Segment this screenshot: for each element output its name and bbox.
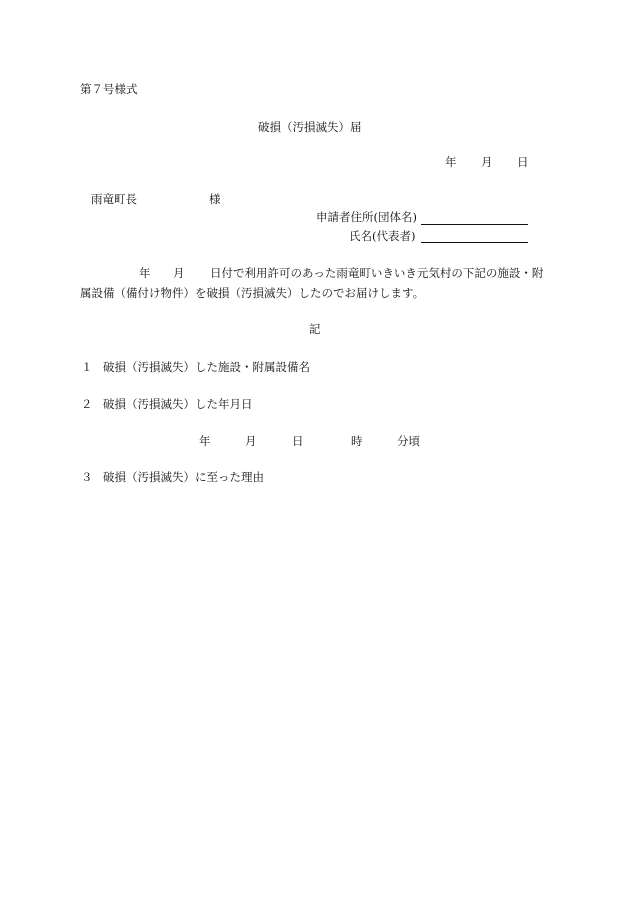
document-title: 破損（汚損滅失）届 — [258, 120, 362, 134]
body-month: 月 — [173, 266, 185, 280]
date-day: 日 — [517, 155, 529, 169]
datetime-month: 月 — [245, 434, 257, 448]
datetime-hour: 時 — [351, 434, 363, 448]
datetime-day: 日 — [292, 434, 304, 448]
item-1-text: 破損（汚損滅失）した施設・附属設備名 — [103, 360, 310, 374]
body-year: 年 — [139, 266, 151, 280]
body-line-1: 日付で利用許可のあった雨竜町いきいき元気村の下記の施設・附 — [210, 266, 544, 280]
item-3-number: ３ — [81, 470, 93, 484]
applicant-address-label: 申請者住所(団体名) — [316, 210, 417, 224]
addressee-honorific: 様 — [209, 192, 221, 206]
addressee-name: 雨竜町長 — [91, 192, 137, 206]
body-line-2: 属設備（備付け物件）を破損（汚損滅失）したのでお届けします。 — [80, 286, 425, 300]
item-3-text: 破損（汚損滅失）に至った理由 — [103, 470, 264, 484]
applicant-address-field[interactable] — [421, 224, 528, 225]
applicant-name-label: 氏名(代表者) — [349, 229, 416, 243]
applicant-name-field[interactable] — [421, 242, 528, 243]
datetime-year: 年 — [199, 434, 211, 448]
item-2-text: 破損（汚損滅失）した年月日 — [103, 397, 253, 411]
ki-heading: 記 — [309, 322, 321, 336]
date-month: 月 — [481, 155, 493, 169]
date-year: 年 — [445, 155, 457, 169]
datetime-minute: 分頃 — [397, 434, 420, 448]
form-number: 第７号様式 — [80, 82, 138, 96]
item-1-number: １ — [81, 360, 93, 374]
item-2-number: ２ — [81, 397, 93, 411]
